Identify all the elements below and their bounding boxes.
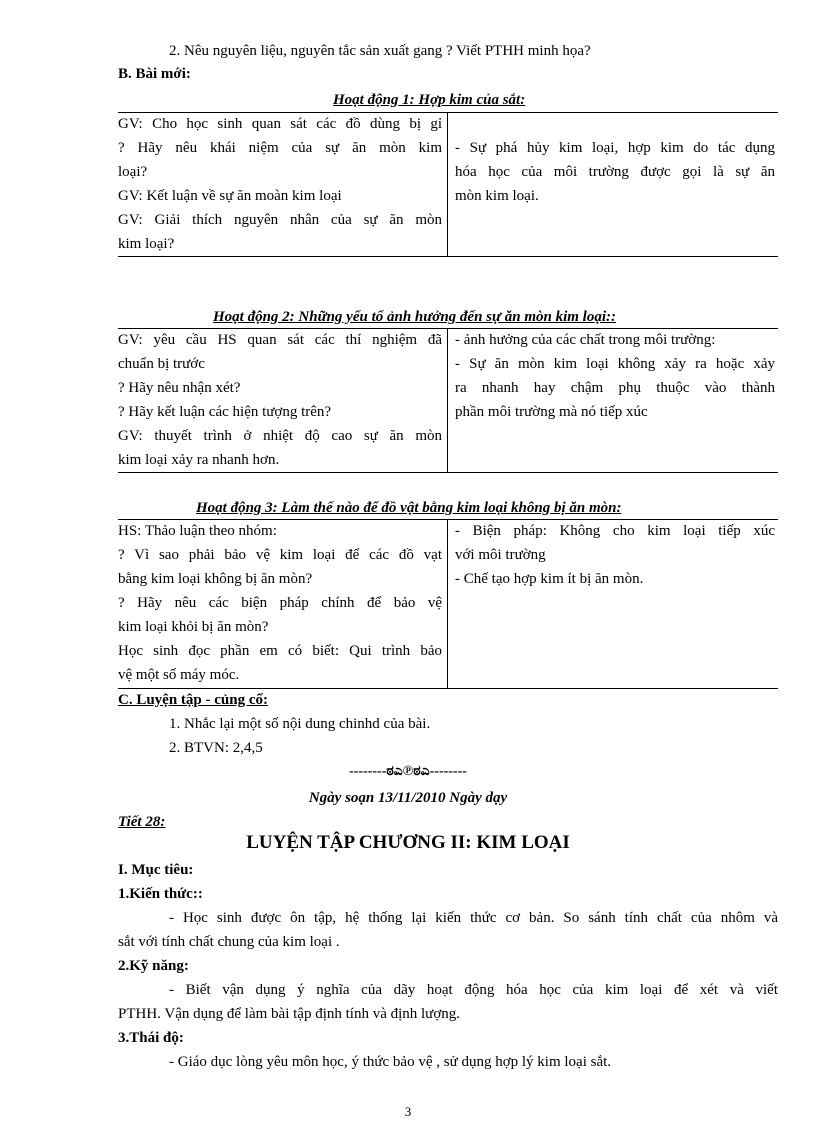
- a3-left-line: Học sinh đọc phần em có biết: Qui trình bảo: [118, 643, 442, 659]
- c-item-2: 2. BTVN: 2,4,5: [169, 740, 263, 756]
- a1-left-line: GV: Kết luận về sự ăn moàn kim loại: [118, 188, 342, 204]
- a3-right-line: - Biện pháp: Không cho kim loại tiếp xúc: [455, 523, 775, 539]
- section-b-heading: B. Bài mới:: [118, 66, 191, 82]
- a1-left-line: GV: Giải thích nguyên nhân của sự ăn mòn: [118, 212, 442, 228]
- attitude-line: - Giáo dục lòng yêu môn học, ý thức bảo vệ , sử dụng hợp lý kim loại sắt.: [169, 1054, 612, 1070]
- ornament-divider: --------ಠಎ℗ಠಎ--------: [349, 764, 467, 779]
- a2-left-line: kim loại xảy ra nhanh hơn.: [118, 452, 280, 468]
- a3-left-line: ? Hãy nêu các biện pháp chính để bảo vệ: [118, 595, 442, 611]
- knowledge-heading: 1.Kiến thức::: [118, 886, 203, 902]
- intro-item-2: 2. Nêu nguyên liệu, nguyên tắc sản xuất gang ? Viết PTHH minh họa?: [169, 43, 591, 59]
- skills-heading: 2.Kỹ năng:: [118, 958, 189, 974]
- a1-right-line: mòn kim loại.: [455, 188, 539, 204]
- a1-right-line: hóa học của môi trường được gọi là sự ăn: [455, 164, 775, 180]
- a3-right-line: - Chế tạo hợp kim ít bị ăn mòn.: [455, 571, 644, 587]
- objectives-heading: I. Mục tiêu:: [118, 862, 194, 878]
- section-c-heading: C. Luyện tập - củng cố:: [118, 692, 269, 708]
- lesson-number: Tiết 28:: [118, 814, 166, 830]
- a3-right-line: với môi trường: [455, 547, 546, 563]
- a2-left-line: GV: yêu cầu HS quan sát các thí nghiệm đã: [118, 332, 442, 348]
- a1-left-line: kim loại?: [118, 236, 175, 252]
- a2-right-line: phần môi trường mà nó tiếp xúc: [455, 404, 648, 420]
- a3-left-line: bằng kim loại không bị ăn mòn?: [118, 571, 313, 587]
- a1-left-line: ? Hãy nêu khái niệm của sự ăn mòn kim: [118, 140, 442, 156]
- c-item-1: 1. Nhắc lại một số nội dung chinhd của bài.: [169, 716, 431, 732]
- a3-left-line: HS: Thảo luận theo nhóm:: [118, 523, 277, 539]
- activity-3-table: [118, 519, 778, 689]
- a3-left-line: vệ một số máy móc.: [118, 667, 240, 683]
- a2-left-line: ? Hãy nêu nhận xét?: [118, 380, 241, 396]
- a1-left-line: GV: Cho học sinh quan sát các đồ dùng bị gỉ: [118, 116, 442, 132]
- activity-1-heading: Hoạt động 1: Hợp kim của sắt:: [333, 92, 526, 108]
- a2-left-line: chuẩn bị trước: [118, 356, 205, 372]
- a1-left-line: loại?: [118, 164, 148, 180]
- attitude-heading: 3.Thái độ:: [118, 1030, 184, 1046]
- a2-left-line: ? Hãy kết luận các hiện tượng trên?: [118, 404, 332, 420]
- a3-left-line: kim loại khỏi bị ăn mòn?: [118, 619, 269, 635]
- activity-2-heading: Hoạt động 2: Những yếu tố ảnh hưởng đến sự ăn mòn kim loại::: [213, 309, 616, 325]
- page-number: 3: [404, 1104, 412, 1119]
- activity-3-heading: Hoạt động 3: Làm thế nào để đồ vật bằng kim loại không bị ăn mòn:: [196, 500, 622, 516]
- date-line: Ngày soạn 13/11/2010 Ngày dạy: [308, 790, 508, 806]
- a2-right-line: ra nhanh hay chậm phụ thuộc vào thành: [455, 380, 775, 396]
- a1-right-line: - Sự phá hủy kim loại, hợp kim do tác dụng: [455, 140, 775, 156]
- lesson-title: LUYỆN TẬP CHƯƠNG II: KIM LOẠI: [246, 832, 570, 853]
- knowledge-line: - Học sinh được ôn tập, hệ thống lại kiến thức cơ bản. So sánh tính chất của nhôm và: [169, 910, 778, 926]
- a2-left-line: GV: thuyết trình ở nhiệt độ cao sự ăn mòn: [118, 428, 442, 444]
- a2-right-line: - ảnh hưởng của các chất trong môi trường:: [455, 332, 716, 348]
- skills-line: PTHH. Vận dụng để làm bài tập định tính và định lượng.: [118, 1006, 460, 1022]
- activity-2-table: [118, 328, 778, 473]
- skills-line: - Biết vận dụng ý nghĩa của dãy hoạt động hóa học của kim loại để xét và viết: [169, 982, 778, 998]
- a2-right-line: - Sự ăn mòn kim loại không xảy ra hoặc xảy: [455, 356, 775, 372]
- activity-1-table: [118, 112, 778, 257]
- knowledge-line: sắt với tính chất chung của kim loại .: [118, 934, 340, 950]
- a3-left-line: ? Vì sao phải bảo vệ kim loại để các đồ vạt: [118, 547, 442, 563]
